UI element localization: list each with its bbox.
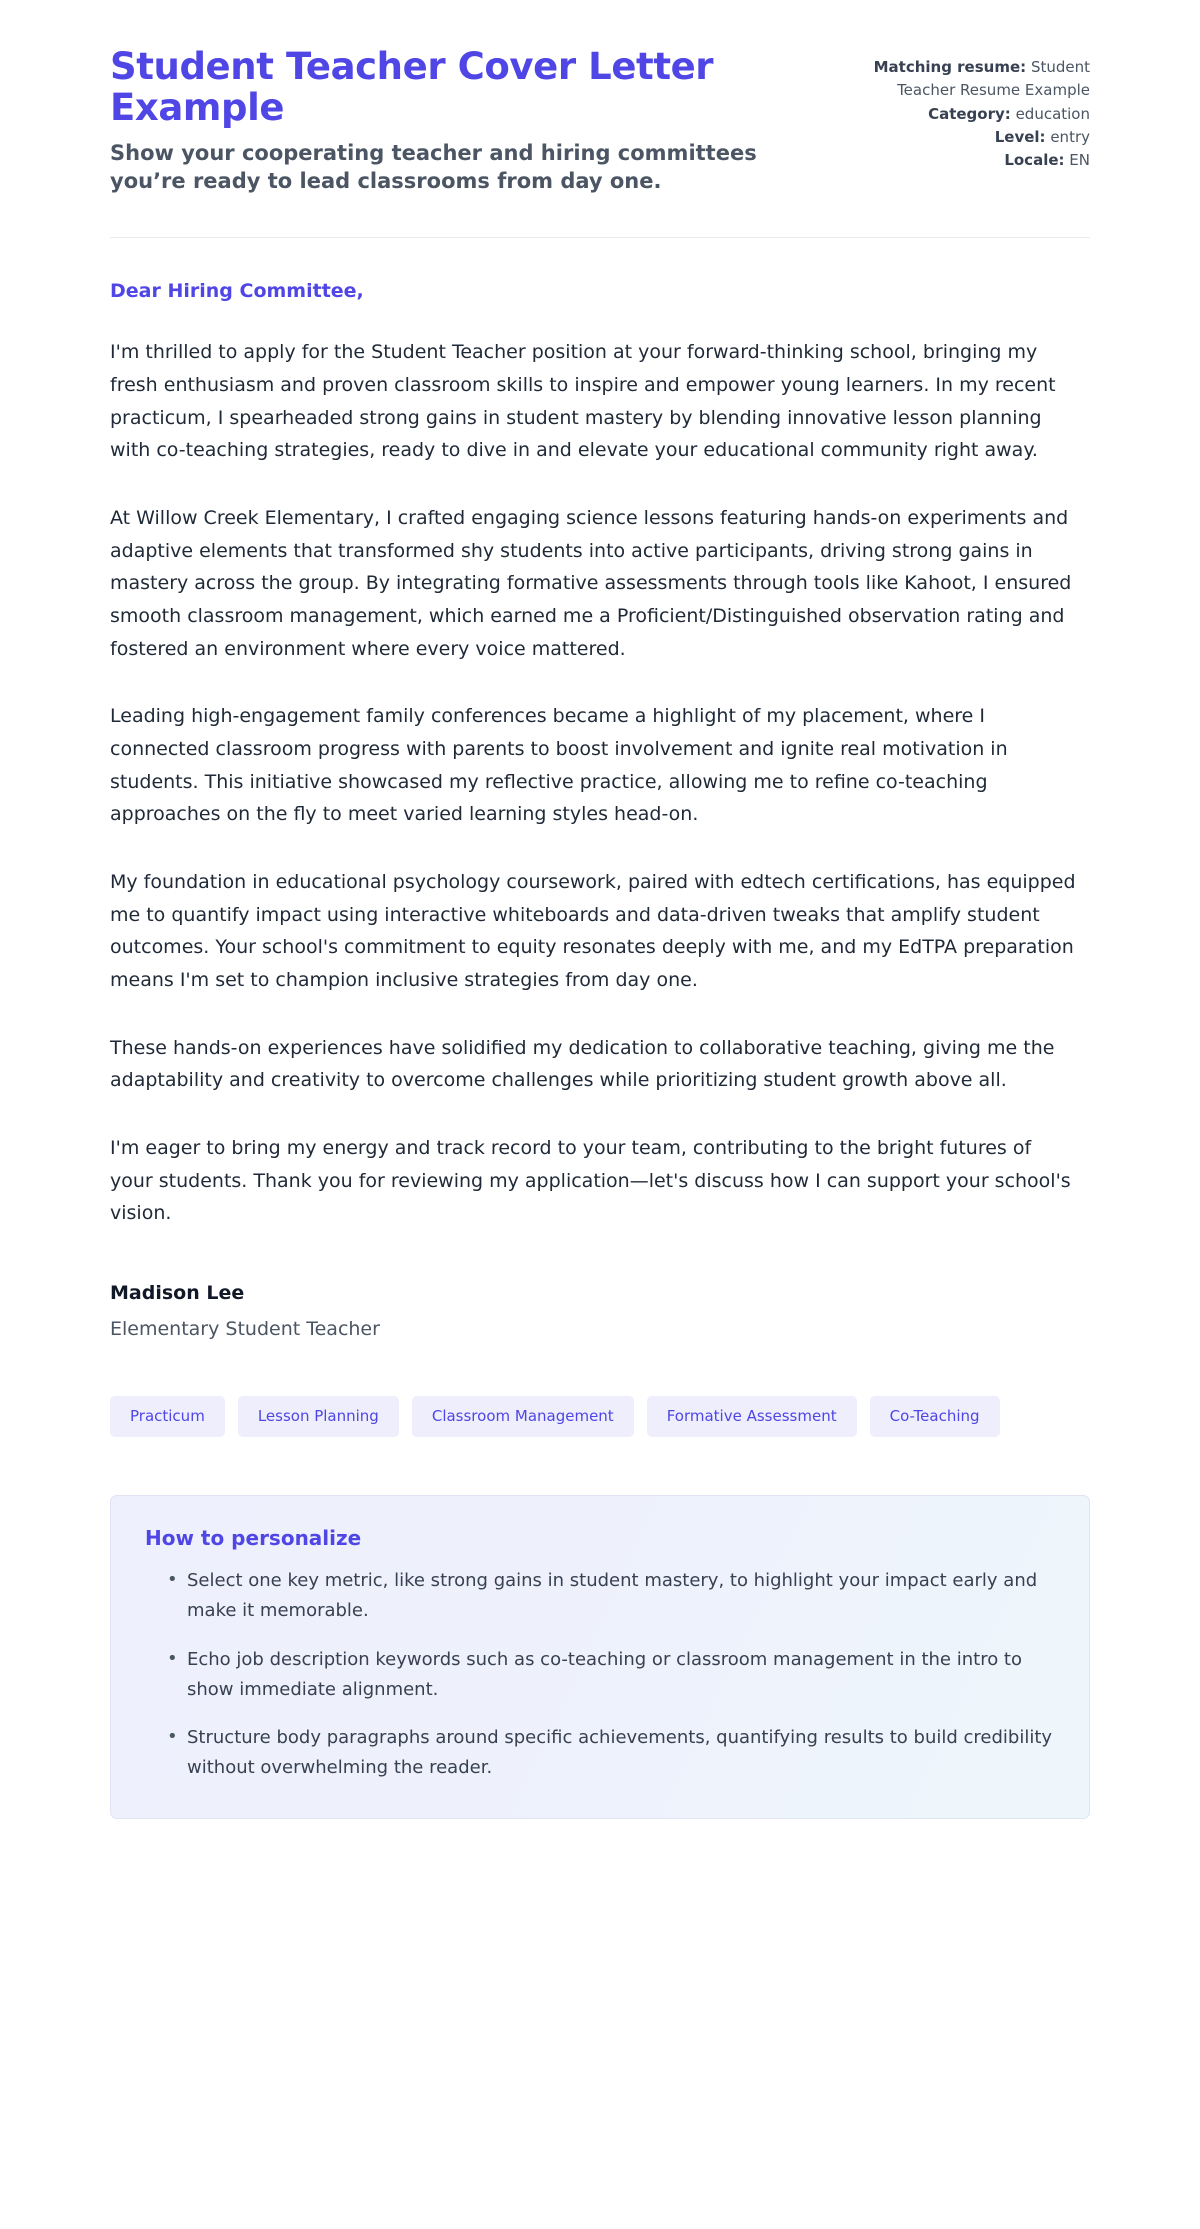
callout-tip-item: • Echo job description keywords such as co-teaching or classroom management in the intro to show immediate alignment. (167, 1645, 1055, 1705)
meta-category-label: Category: (928, 104, 1011, 123)
callout-tip-list (145, 1566, 1055, 1783)
meta-level-label: Level: (994, 127, 1046, 146)
skill-tag[interactable]: Lesson Planning (238, 1396, 399, 1437)
letter-paragraph: I'm eager to bring my energy and track record to your team, contributing to the bright futures of your students. Thank you for reviewing my application—let's discuss how I can support your school's vision. (110, 1137, 1071, 1225)
letter-salutation: Dear Hiring Committee, (110, 280, 364, 303)
letter-paragraph: These hands-on experiences have solidified my dedication to collaborative teaching, giving me the adaptability and creativity to overcome challenges while prioritizing student growth above all. (110, 1036, 1055, 1092)
callout-tip-item: • Select one key metric, like strong gains in student mastery, to highlight your impact early and make it memorable. (167, 1566, 1055, 1626)
meta-locale-value: EN (1069, 151, 1090, 169)
meta-matching-resume-value: Student Teacher Resume Example (897, 58, 1090, 100)
personalize-callout (110, 1495, 1090, 1818)
skill-tag[interactable]: Classroom Management (412, 1396, 634, 1437)
callout-title: How to personalize (145, 1526, 362, 1551)
letter-body (110, 238, 1090, 1230)
meta-locale-label: Locale: (1004, 151, 1065, 169)
letter-paragraph: I'm thrilled to apply for the Student Teacher position at your forward-thinking school, bringing my fresh enthusiasm and proven classroom skills to inspire and empower young learners. In my recent practicum, I spearheaded strong gains in student mastery by blending innovative lesson planning with co-teaching strategies, ready to dive in and elevate your educational community right away. (110, 341, 1056, 462)
skill-tag[interactable]: Formative Assessment (647, 1396, 857, 1437)
meta-matching-resume (850, 56, 1090, 103)
letter-paragraph: At Willow Creek Elementary, I crafted engaging science lessons featuring hands-on experiments and adaptive elements that transformed shy students into active participants, driving strong gains in mastery across the group. By integrating formative assessments through tools like Kahoot, I ensured smooth classroom management, which earned me a Proficient/Distinguished observation rating and fostered an environment where every voice mattered. (110, 507, 1072, 660)
header-title-group (110, 46, 810, 195)
page-header (110, 46, 1090, 195)
callout-tip-item: • Structure body paragraphs around specific achievements, quantifying results to build credibility without overwhelming the reader. (167, 1723, 1055, 1783)
skill-tag[interactable]: Practicum (110, 1396, 225, 1437)
signature-role: Elementary Student Teacher (110, 1318, 380, 1341)
meta-locale (850, 149, 1090, 172)
signature-name: Madison Lee (110, 1282, 245, 1305)
meta-category (850, 103, 1090, 126)
meta-matching-resume-label: Matching resume: (873, 58, 1027, 76)
page-title: Student Teacher Cover Letter Example (110, 45, 714, 130)
letter-paragraph: Leading high-engagement family conferences became a highlight of my placement, where I connected classroom progress with parents to boost involvement and ignite real motivation in students. This initiative showcased my reflective practice, allowing me to refine co-teaching approaches on the fly to meet varied learning styles head-on. (110, 705, 1008, 826)
meta-level-value: entry (1050, 127, 1090, 146)
signature-block (110, 1282, 1090, 1340)
letter-paragraph: My foundation in educational psychology coursework, paired with edtech certifications, has equipped me to quantify impact using interactive whiteboards and data-driven tweaks that amplify student outcomes. Your school's commitment to equity resonates deeply with me, and my EdTPA preparation means I'm set to champion inclusive strategies from day one. (110, 871, 1076, 992)
meta-level (850, 126, 1090, 149)
skill-tag-list (110, 1396, 1090, 1437)
meta-category-value: education (1015, 104, 1090, 123)
document-metadata (850, 46, 1090, 172)
page-subtitle: Show your cooperating teacher and hiring committees you’re ready to lead classrooms from day one. (110, 140, 757, 193)
skill-tag[interactable]: Co-Teaching (870, 1396, 1000, 1437)
